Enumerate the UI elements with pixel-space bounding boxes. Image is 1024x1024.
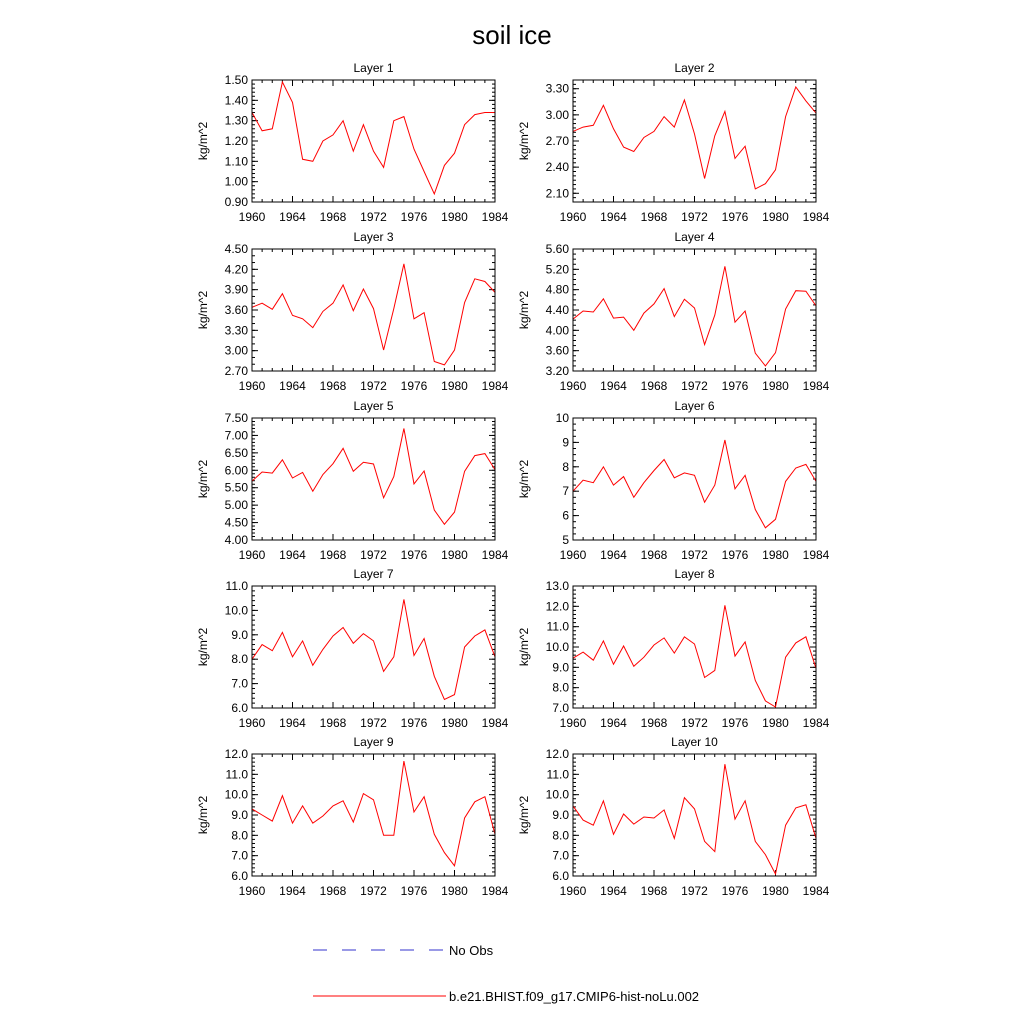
layer-5-xtick-label: 1964 (279, 548, 306, 562)
layer-10-series-line (573, 764, 816, 874)
layer-8-ytick-label: 9.0 (552, 660, 569, 675)
layer-5-ytick-label: 7.50 (224, 411, 248, 425)
layer-4-xtick-label: 1976 (721, 379, 749, 393)
layer-5-ytick-label: 5.00 (224, 498, 248, 513)
layer-2-xtick-label: 1964 (600, 210, 627, 224)
layer-7-xtick-label: 1976 (400, 716, 428, 730)
layer-1-ytick-label: 0.90 (224, 195, 248, 209)
layer-8-xtick-label: 1968 (640, 716, 668, 730)
layer-2-xtick-label: 1960 (559, 210, 587, 224)
layer-2-series-line (573, 87, 816, 189)
layer-8-ytick-label: 8.0 (552, 680, 569, 695)
layer-10-ytick-label: 7.0 (552, 848, 569, 863)
layer-4-panel (517, 230, 830, 393)
layer-4-title: Layer 4 (674, 230, 715, 244)
layer-1-ytick-label: 1.40 (224, 93, 248, 108)
layer-3-ytick-label: 4.20 (224, 262, 248, 277)
layer-9-ytick-label: 8.0 (231, 828, 248, 843)
layer-9-xtick-label: 1972 (360, 884, 387, 898)
layer-3-xtick-label: 1980 (441, 379, 468, 393)
layer-2-ytick-label: 2.70 (545, 134, 569, 148)
layer-3-xtick-label: 1976 (400, 379, 428, 393)
layer-3-series-line (252, 264, 495, 365)
layer-4-ytick-label: 4.80 (545, 282, 569, 297)
legend-no-obs-label: No Obs (449, 943, 494, 958)
layer-10-xtick-label: 1972 (681, 884, 708, 898)
layer-2-xtick-label: 1968 (640, 210, 668, 224)
layer-7-ylabel: kg/m^2 (196, 627, 210, 667)
layer-7-ytick-label: 9.0 (231, 627, 248, 642)
layer-5-panel (196, 399, 509, 562)
layer-7-xtick-label: 1972 (360, 716, 387, 730)
layer-4-ytick-label: 5.20 (545, 262, 569, 277)
legend (313, 943, 699, 1004)
layer-3-ytick-label: 3.60 (224, 303, 248, 317)
layer-6-panel (517, 399, 830, 562)
layer-3-ytick-label: 3.30 (224, 323, 248, 338)
layer-7-title: Layer 7 (353, 567, 394, 581)
layer-4-xtick-label: 1984 (802, 379, 830, 393)
layer-1-xtick-label: 1972 (360, 210, 387, 224)
layer-6-xtick-label: 1960 (559, 548, 587, 562)
layer-3-ylabel: kg/m^2 (196, 290, 210, 330)
layer-6-title: Layer 6 (674, 399, 715, 413)
layer-9-ytick-label: 9.0 (231, 808, 248, 822)
layer-4-ylabel: kg/m^2 (517, 290, 531, 330)
layer-5-xtick-label: 1976 (400, 548, 428, 562)
layer-10-plot-frame (573, 754, 816, 876)
layer-7-panel (196, 567, 509, 730)
layer-8-xtick-label: 1980 (762, 716, 789, 730)
layer-10-xtick-label: 1968 (640, 884, 668, 898)
layer-7-ytick-label: 7.0 (231, 676, 248, 691)
layer-2-title: Layer 2 (674, 61, 715, 75)
layer-6-series-line (573, 440, 816, 528)
layer-4-xtick-label: 1964 (600, 379, 627, 393)
layer-4-xtick-label: 1972 (681, 379, 708, 393)
layer-5-series-line (252, 429, 495, 525)
layer-7-xtick-label: 1980 (441, 716, 468, 730)
layer-10-ytick-label: 9.0 (552, 808, 569, 822)
layer-4-xtick-label: 1960 (559, 379, 587, 393)
layer-10-ylabel: kg/m^2 (517, 795, 531, 835)
layer-10-ytick-label: 6.0 (552, 869, 569, 883)
layer-10-xtick-label: 1960 (559, 884, 587, 898)
layer-10-ytick-label: 12.0 (545, 747, 569, 761)
layer-6-plot-frame (573, 418, 816, 540)
layer-8-ytick-label: 12.0 (545, 599, 569, 614)
layer-1-ytick-label: 1.20 (224, 134, 248, 148)
layer-1-xtick-label: 1964 (279, 210, 306, 224)
layer-8-xtick-label: 1972 (681, 716, 708, 730)
layer-3-ytick-label: 2.70 (224, 364, 248, 378)
layer-9-ytick-label: 7.0 (231, 848, 248, 863)
layer-2-ylabel: kg/m^2 (517, 121, 531, 161)
layer-3-xtick-label: 1972 (360, 379, 387, 393)
layer-7-ytick-label: 11.0 (225, 579, 248, 593)
layer-8-xtick-label: 1984 (802, 716, 830, 730)
layer-8-title: Layer 8 (674, 567, 715, 581)
layer-1-xtick-label: 1976 (400, 210, 428, 224)
layer-9-ytick-label: 6.0 (231, 869, 248, 883)
layer-6-xtick-label: 1976 (721, 548, 749, 562)
layer-5-ytick-label: 6.00 (224, 463, 248, 478)
layer-10-ytick-label: 8.0 (552, 828, 569, 843)
layer-5-xtick-label: 1968 (319, 548, 347, 562)
layer-9-series-line (252, 761, 495, 866)
layer-3-xtick-label: 1960 (238, 379, 266, 393)
layer-10-xtick-label: 1980 (762, 884, 789, 898)
layer-3-xtick-label: 1984 (481, 379, 509, 393)
layer-1-panel (196, 61, 509, 224)
layer-10-ytick-label: 10.0 (545, 787, 569, 802)
layer-4-ytick-label: 4.40 (545, 303, 569, 317)
layer-3-ytick-label: 3.90 (224, 282, 248, 297)
layer-8-ytick-label: 7.0 (552, 701, 569, 715)
layer-9-panel (196, 735, 509, 898)
layer-7-xtick-label: 1968 (319, 716, 347, 730)
layer-5-xtick-label: 1980 (441, 548, 468, 562)
layer-6-ytick-label: 8 (562, 459, 569, 474)
layer-3-xtick-label: 1968 (319, 379, 347, 393)
layer-4-xtick-label: 1980 (762, 379, 789, 393)
layer-3-panel (196, 230, 509, 393)
layer-7-ytick-label: 6.0 (231, 701, 248, 715)
layer-9-title: Layer 9 (353, 735, 394, 749)
legend-series-label: b.e21.BHIST.f09_g17.CMIP6-hist-noLu.002 (449, 989, 700, 1004)
layer-8-xtick-label: 1976 (721, 716, 749, 730)
layer-8-ytick-label: 10.0 (545, 640, 569, 654)
figure-title: soil ice (472, 20, 552, 50)
layer-7-ytick-label: 10.0 (224, 603, 248, 618)
layer-8-xtick-label: 1960 (559, 716, 587, 730)
layer-1-ytick-label: 1.10 (224, 154, 248, 169)
layer-5-xtick-label: 1972 (360, 548, 387, 562)
layer-6-ylabel: kg/m^2 (517, 459, 531, 499)
layer-8-xtick-label: 1964 (600, 716, 627, 730)
layer-10-xtick-label: 1984 (802, 884, 830, 898)
layer-5-ytick-label: 5.50 (224, 480, 248, 495)
layer-9-xtick-label: 1984 (481, 884, 509, 898)
layer-9-ytick-label: 10.0 (224, 787, 248, 802)
layer-2-xtick-label: 1976 (721, 210, 749, 224)
layer-9-ytick-label: 12.0 (224, 747, 248, 761)
layer-2-xtick-label: 1980 (762, 210, 789, 224)
layer-2-ytick-label: 2.10 (545, 186, 569, 201)
layer-9-xtick-label: 1980 (441, 884, 468, 898)
layer-7-ytick-label: 8.0 (231, 652, 248, 667)
layer-1-xtick-label: 1968 (319, 210, 347, 224)
layer-7-xtick-label: 1960 (238, 716, 266, 730)
layer-3-ytick-label: 4.50 (224, 242, 248, 256)
layer-5-ytick-label: 4.00 (224, 533, 248, 547)
layer-4-ytick-label: 3.20 (545, 364, 569, 378)
layer-1-ytick-label: 1.30 (224, 113, 248, 128)
layer-4-ytick-label: 5.60 (545, 242, 569, 256)
layer-5-xtick-label: 1960 (238, 548, 266, 562)
layer-8-ytick-label: 11.0 (546, 619, 569, 634)
layer-5-title: Layer 5 (353, 399, 394, 413)
layer-7-xtick-label: 1984 (481, 716, 509, 730)
layer-1-xtick-label: 1984 (481, 210, 509, 224)
layer-1-ytick-label: 1.00 (224, 174, 248, 189)
layer-5-ytick-label: 6.50 (224, 445, 248, 460)
layer-1-series-line (252, 82, 495, 194)
layer-6-ytick-label: 6 (562, 508, 569, 523)
layer-1-title: Layer 1 (353, 61, 394, 75)
layer-9-ytick-label: 11.0 (225, 767, 248, 782)
layer-6-xtick-label: 1964 (600, 548, 627, 562)
layer-10-ytick-label: 11.0 (546, 767, 569, 782)
layer-9-xtick-label: 1960 (238, 884, 266, 898)
layer-9-plot-frame (252, 754, 495, 876)
layer-9-xtick-label: 1968 (319, 884, 347, 898)
layer-7-series-line (252, 599, 495, 699)
layer-4-xtick-label: 1968 (640, 379, 668, 393)
layer-2-plot-frame (573, 80, 816, 202)
layer-1-ytick-label: 1.50 (224, 73, 248, 87)
layer-5-xtick-label: 1984 (481, 548, 509, 562)
layer-3-xtick-label: 1964 (279, 379, 306, 393)
layer-10-panel (517, 735, 830, 898)
layer-8-panel (517, 567, 830, 730)
layer-2-xtick-label: 1972 (681, 210, 708, 224)
layer-1-xtick-label: 1980 (441, 210, 468, 224)
layer-8-ytick-label: 13.0 (545, 579, 569, 593)
layer-10-xtick-label: 1964 (600, 884, 627, 898)
layer-1-ylabel: kg/m^2 (196, 121, 210, 161)
layer-2-panel (517, 61, 830, 224)
layer-6-ytick-label: 9 (562, 435, 569, 450)
layer-5-ylabel: kg/m^2 (196, 459, 210, 499)
layer-5-ytick-label: 4.50 (224, 515, 248, 530)
layer-8-plot-frame (573, 586, 816, 708)
layer-4-ytick-label: 3.60 (545, 343, 569, 358)
layer-7-xtick-label: 1964 (279, 716, 306, 730)
layer-2-ytick-label: 3.00 (545, 107, 569, 122)
layer-1-xtick-label: 1960 (238, 210, 266, 224)
panel-grid (196, 61, 830, 898)
layer-4-series-line (573, 266, 816, 366)
layer-3-ytick-label: 3.00 (224, 343, 248, 358)
layer-6-ytick-label: 5 (562, 533, 569, 547)
layer-9-xtick-label: 1964 (279, 884, 306, 898)
layer-2-ytick-label: 2.40 (545, 160, 569, 175)
layer-6-xtick-label: 1968 (640, 548, 668, 562)
layer-6-xtick-label: 1984 (802, 548, 830, 562)
layer-6-xtick-label: 1972 (681, 548, 708, 562)
layer-10-xtick-label: 1976 (721, 884, 749, 898)
layer-3-title: Layer 3 (353, 230, 394, 244)
layer-9-ylabel: kg/m^2 (196, 795, 210, 835)
layer-5-ytick-label: 7.00 (224, 428, 248, 443)
layer-9-xtick-label: 1976 (400, 884, 428, 898)
layer-5-plot-frame (252, 418, 495, 540)
layer-2-ytick-label: 3.30 (545, 81, 569, 96)
layer-2-xtick-label: 1984 (802, 210, 830, 224)
layer-6-ytick-label: 10 (555, 411, 569, 425)
layer-6-ytick-label: 7 (562, 484, 569, 499)
layer-8-ylabel: kg/m^2 (517, 627, 531, 667)
layer-10-title: Layer 10 (671, 735, 718, 749)
layer-8-series-line (573, 605, 816, 707)
layer-4-ytick-label: 4.00 (545, 323, 569, 338)
layer-6-xtick-label: 1980 (762, 548, 789, 562)
